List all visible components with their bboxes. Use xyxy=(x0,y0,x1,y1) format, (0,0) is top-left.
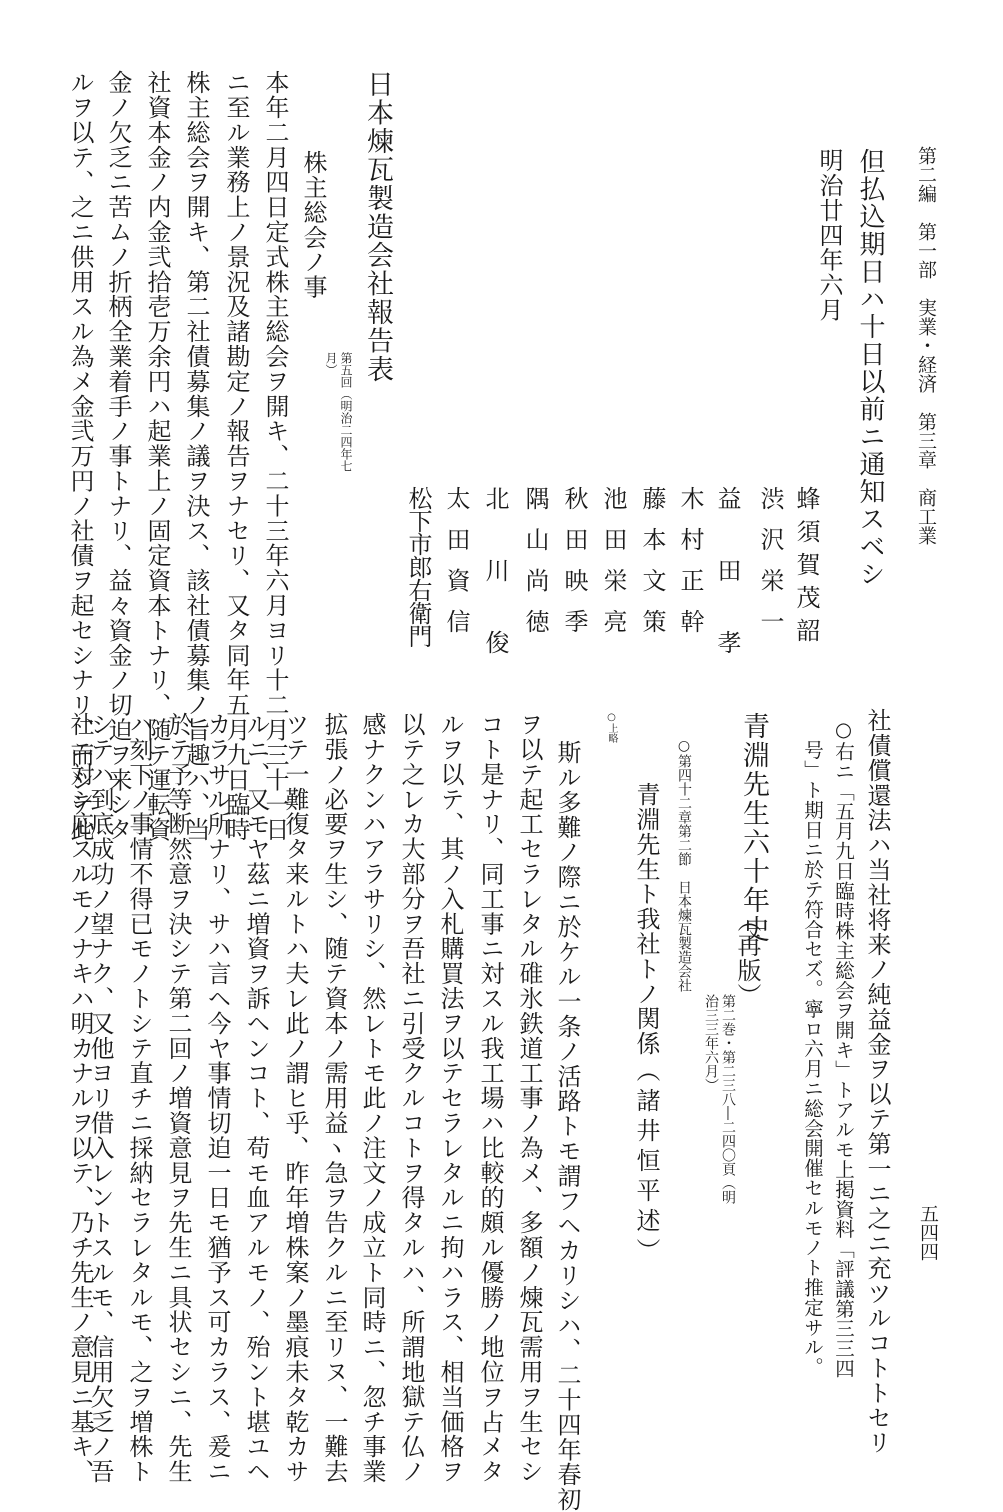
report-title: 日本煉瓦製造会社報告表 xyxy=(362,70,393,384)
chapter-note: ○第四十二章第二節 日本煉瓦製造会社 xyxy=(676,738,692,992)
text-line: 社債償還法ハ当社将来ノ純益金ヲ以テ第一ニ之ニ充ツルコトトセリ xyxy=(863,708,891,1455)
book-reference: 第二巻・第二三八―二四〇頁（明治三三年六月） xyxy=(703,994,736,1204)
text-line: 於テ予等断然意ヲ決シテ第二回ノ増資意見ヲ先生ニ具状セシニ、先生 xyxy=(164,712,192,1484)
text-line: ハ刻下ノ事情不得已モノトシテ直チニ採納セラレタルモ、之ヲ増株ト xyxy=(125,712,153,1484)
text-line: 拡張ノ必要ヲ生シ、随テ資本ノ需用益ヽ急ヲ告クルニ至リヌ、一難去 xyxy=(320,712,348,1484)
text-line: ルヲ以テ、其ノ入札購買法ヲ以テセラレタルニ拘ハラス、相当価格ヲ xyxy=(436,712,464,1484)
text-line: カラサル所ナリ、サハ言ヘ今ヤ事情切迫一日モ猶予ス可カラス、爰ニ xyxy=(203,712,231,1484)
omission-note: ○上略 xyxy=(606,712,617,743)
text-line: 社ニ対シ応スルモノナキハ明カナルヲ以テ、乃チ先生ノ意見ニ基キ、 xyxy=(66,712,94,1484)
text-line: ツテ一難復タ来ルトハ夫レ此ノ謂ヒ乎、昨年増株案ノ墨痕未タ乾カサ xyxy=(281,712,309,1484)
text-line: ルニ、又モヤ茲ニ増資ヲ訴ヘンコト、苟モ血アルモノ、殆ント堪ユヘ xyxy=(242,712,270,1484)
report-subtitle: 第五回（明治二四年七月） xyxy=(324,352,353,472)
signatory: 池田栄亮 xyxy=(599,486,627,650)
note-line: 号」ト期日ニ於テ符合セズ。寧ロ六月ニ総会開催セルモノト推定サル。 xyxy=(801,740,824,1377)
book-edition: （再版） xyxy=(733,908,761,1008)
text-line: ニ至ル業務上ノ景況及諸勘定ノ報告ヲナセリ、又タ同年五月九日臨時 xyxy=(222,70,250,842)
signatory: 益田孝 xyxy=(713,486,741,702)
signatory: 隅山尚徳 xyxy=(521,486,549,650)
text-line: 斯ル多難ノ際ニ於ケル一条ノ活路トモ謂フヘカリシハ、二十四年春初 xyxy=(553,740,581,1512)
section-title: 株主総会ノ事 xyxy=(299,150,327,300)
date-line: 明治廿四年六月 xyxy=(815,148,843,323)
signatory: 北川俊 xyxy=(481,486,509,702)
signatory: 松下市郎右衛門 xyxy=(404,486,432,647)
text-line: コト是ナリ、同工事ニ対スル我工場ハ比較的頗ル優勝ノ地位ヲ占メタ xyxy=(476,712,504,1484)
book-title: 青淵先生六十年史 xyxy=(738,712,769,944)
page-number: 五四四 xyxy=(917,1204,939,1261)
text-line: 社資本金ノ内金弐拾壱万余円ハ起業上ノ固定資本トナリ、随テ運転資 xyxy=(143,70,171,842)
text-line: 以テ之レカ大部分ヲ吾社ニ引受クルコトヲ得タルハ、所謂地獄テ仏ノ xyxy=(397,712,425,1484)
text-line: シテハ到底成功ノ望ナク、又他ヨリ借入レントスルモ、信用欠乏ノ吾 xyxy=(86,712,114,1484)
text-line: ルヲ以テ、之ニ供用スル為メ金弐万円ノ社債ヲ起セシナリ、而シテ此 xyxy=(66,70,94,842)
signatory: 太田資信 xyxy=(442,486,470,650)
text-line: ヲ以テ起工セラレタル碓氷鉄道工事ノ為メ、多額ノ煉瓦需用ヲ生セシ xyxy=(515,712,543,1484)
note-line: ○右ニ「五月九日臨時株主総会ヲ開キ」トアルモ上掲資料「評議第三三四 xyxy=(832,718,855,1379)
text-line: 株主総会ヲ開キ、第二社債募集ノ議ヲ決ス、該社債募集ノ旨趣ハ、当 xyxy=(182,70,210,842)
text-line: 本年二月四日定式株主総会ヲ開キ、二十三年六月ヨリ十二月三十一日 xyxy=(261,70,289,842)
section-title: 青淵先生ト我社トノ関係 xyxy=(632,782,660,1056)
text-line: 但払込期日ハ十日以前ニ通知スベシ xyxy=(855,148,885,588)
running-header: 第二編 第一部 実業・経済 第三章 商工業 xyxy=(915,146,937,545)
section-author: （諸井恒平述） xyxy=(632,1058,660,1268)
signatory: 秋田映季 xyxy=(560,486,588,650)
signatory: 渋沢栄一 xyxy=(756,486,784,650)
text-line: 金ノ欠乏ニ苦ムノ折柄全業着手ノ事トナリ、益々資金ノ切迫ヲ来シタ xyxy=(104,70,132,842)
signatory: 藤本文策 xyxy=(638,486,666,650)
text-line: 感ナクンハアラサリシ、然レトモ此ノ注文ノ成立ト同時ニ、忽チ事業 xyxy=(358,712,386,1484)
signatory: 木村正幹 xyxy=(676,486,704,650)
signatory: 蜂須賀茂韶 xyxy=(792,486,820,651)
